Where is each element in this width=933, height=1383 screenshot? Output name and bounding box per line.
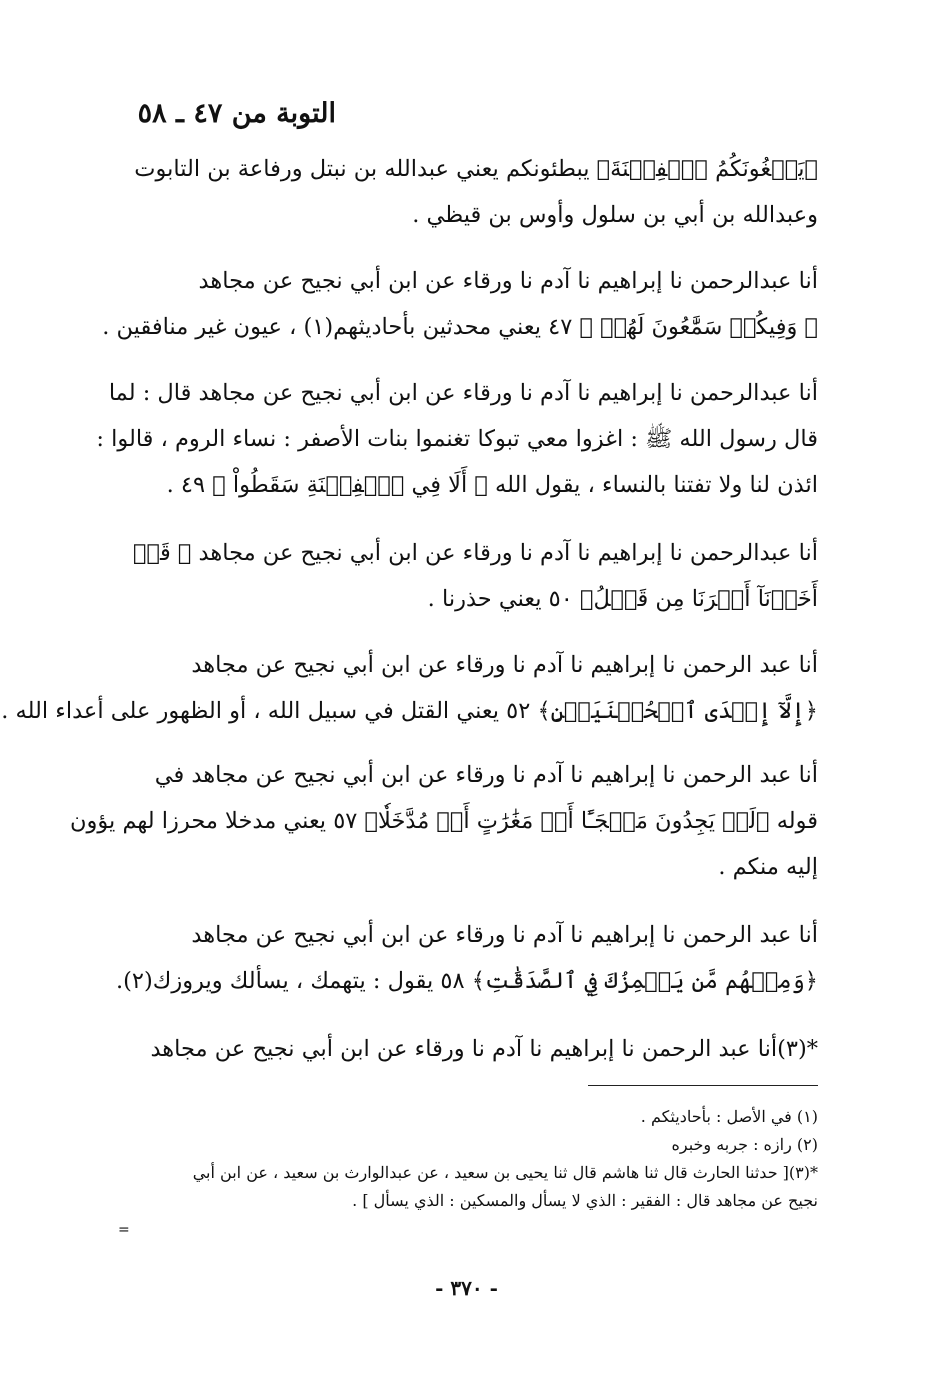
text-line: ﴿وَمِنۡهُم مَّن يَلۡمِزُكَ فِي ٱلصَّدَقَٰتِ﴾ ٥٨ يقول : يتهمك ، يسألك ويروزك(٢). <box>115 968 818 994</box>
footnote-3: *(٣)[ حدثنا الحارث قال ثنا هاشم قال ثنا يحيى بن سعيد ، عن عبدالوارث بن سعيد ، عن ابن أبي <box>192 1163 818 1182</box>
text-line: أنا عبدالرحمن نا إبراهيم نا آدم نا ورقاء عن ابن أبي نجيح عن مجاهد ﴿ قَدۡ <box>132 540 818 566</box>
text-line: وعبدالله بن أبي بن سلول وأوس بن قيظي . <box>412 202 818 228</box>
running-head: التوبة من ٤٧ ـ ٥٨ <box>137 98 336 129</box>
text-line: أنا عبدالرحمن نا إبراهيم نا آدم نا ورقاء عن ابن أبي نجيح عن مجاهد <box>198 268 818 294</box>
margin-mark: = <box>118 1222 130 1238</box>
paragraph-5 <box>1 642 818 734</box>
paragraph-8 <box>118 1026 818 1072</box>
paragraph-1 <box>118 146 818 238</box>
text-line: أَخَذۡنَآ أَمۡرَنَا مِن قَبۡلُ﴾ ٥٠ يعني حذرنا . <box>427 586 818 612</box>
paragraph-4 <box>118 530 818 622</box>
footnote-1: (١) في الأصل : بأحاديثكم . <box>640 1107 818 1126</box>
text-line: قال رسول الله ﷺ : اغزوا معي تبوكا تغنموا بنات الأصفر : نساء الروم ، قالوا : <box>96 426 818 452</box>
text-line: ﴿يَبۡغُونَكُمُ ٱلۡفِتۡنَةَ﴾ يبطئونكم يعني عبدالله بن نبتل ورفاعة بن التابوت <box>134 156 818 182</box>
paragraph-6 <box>70 752 818 890</box>
text-line: إليه منكم . <box>718 854 818 880</box>
text-line: ﴿إِلَّآ إِحۡدَى ٱلۡحُسۡنَيَيۡنِ﴾ ٥٢ يعني القتل في سبيل الله ، أو الظهور على أعداء الله . <box>1 698 818 724</box>
page-number: - ٣٧٠ - <box>435 1276 498 1300</box>
footnotes <box>118 1103 818 1215</box>
footnote-2: (٢) رازه : جربه وخبره <box>671 1135 818 1154</box>
paragraph-7 <box>115 912 818 1004</box>
footnote-divider <box>588 1085 818 1086</box>
text-line: *(٣)أنا عبد الرحمن نا إبراهيم نا آدم نا ورقاء عن ابن أبي نجيح عن مجاهد <box>150 1036 818 1062</box>
text-line: قوله ﴿لَوۡ يَجِدُونَ مَلۡجَـًٔا أَوۡ مَغَٰرَٰتٍ أَوۡ مُدَّخَلٗا﴾ ٥٧ يعني مدخلا محرزا لهم يؤون <box>70 808 818 834</box>
text-line: أنا عبدالرحمن نا إبراهيم نا آدم نا ورقاء عن ابن أبي نجيح عن مجاهد قال : لما <box>108 380 818 406</box>
paragraph-3 <box>96 370 818 508</box>
paragraph-2 <box>102 258 818 350</box>
text-line: أنا عبد الرحمن نا إبراهيم نا آدم نا ورقاء عن ابن أبي نجيح عن مجاهد في <box>154 762 818 788</box>
text-line: ائذن لنا ولا تفتنا بالنساء ، يقول الله ﴿ أَلَا فِي ٱلۡفِتۡنَةِ سَقَطُواْ ﴾ ٤٩ . <box>166 472 818 498</box>
text-line: أنا عبد الرحمن نا إبراهيم نا آدم نا ورقاء عن ابن أبي نجيح عن مجاهد <box>191 652 818 678</box>
footnote-3-continued: نجيح عن مجاهد قال : الفقير : الذي لا يسأل والمسكين : الذي يسأل ] . <box>352 1191 818 1210</box>
text-line: أنا عبد الرحمن نا إبراهيم نا آدم نا ورقاء عن ابن أبي نجيح عن مجاهد <box>191 922 818 948</box>
text-line: ﴿ وَفِيكُمۡ سَمَّٰعُونَ لَهُمۡ ﴾ ٤٧ يعني محدثين بأحاديثهم(١) ، عيون غير منافقين . <box>102 314 818 340</box>
